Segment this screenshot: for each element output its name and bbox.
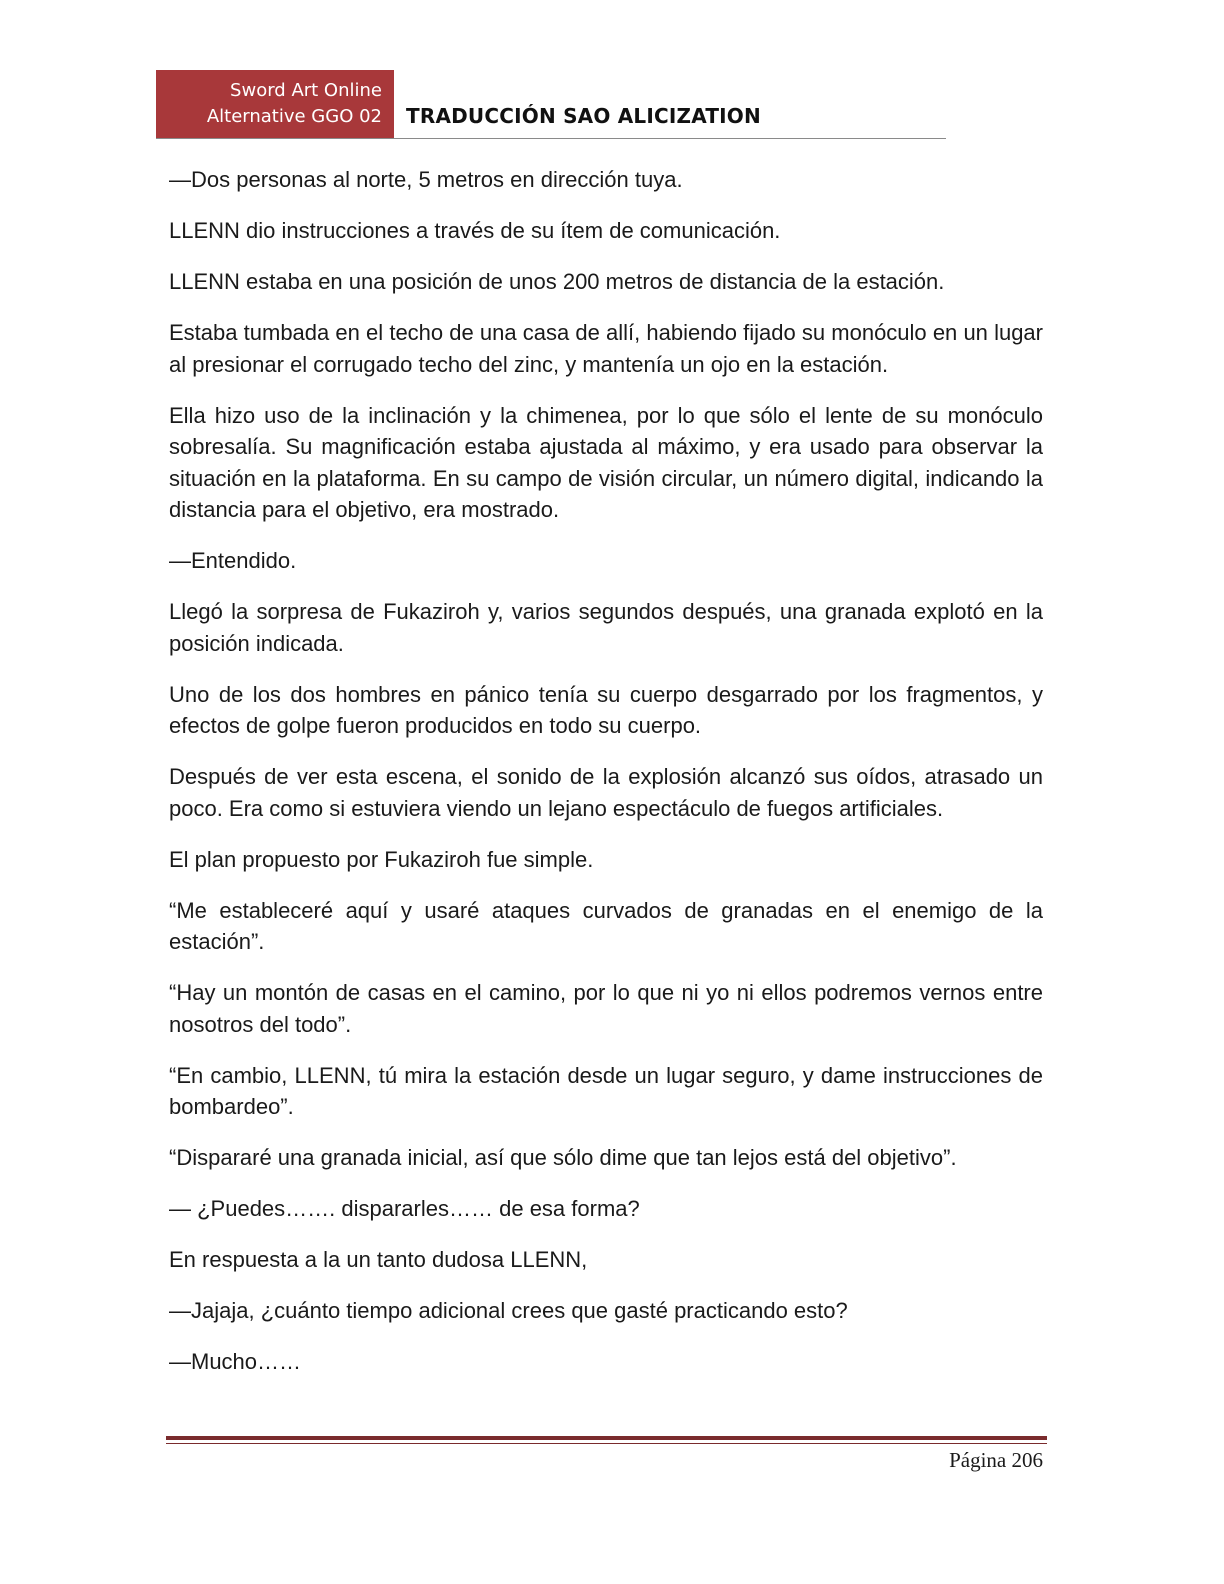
paragraph: —Entendido.: [169, 548, 297, 573]
page-header: [156, 70, 946, 139]
paragraph: Después de ver esta escena, el sonido de la explosión alcanzó sus oídos, atrasado un poco. Era como si estuviera viendo un lejano espectáculo de fuegos artificiales.: [169, 764, 1043, 821]
paragraph: El plan propuesto por Fukaziroh fue simple.: [169, 846, 594, 872]
translation-group-title: TRADUCCIÓN SAO ALICIZATION: [406, 104, 761, 128]
page-number: Página 206: [949, 1448, 1043, 1472]
paragraph: “Dispararé una granada inicial, así que sólo dime que tan lejos está del objetivo”.: [169, 1145, 957, 1170]
paragraph: LLENN estaba en una posición de unos 200 metros de distancia de la estación.: [169, 269, 945, 294]
paragraph: “Me estableceré aquí y usaré ataques curvados de granadas en el enemigo de la estación”.: [169, 897, 1043, 954]
paragraph: “En cambio, LLENN, tú mira la estación desde un lugar seguro, y dame instrucciones de bombardeo”.: [169, 1062, 1043, 1119]
paragraph: —Jajaja, ¿cuánto tiempo adicional crees que gasté practicando esto?: [169, 1298, 848, 1323]
paragraph: LLENN dio instrucciones a través de su ítem de comunicación.: [169, 218, 781, 243]
body-text: [169, 164, 1043, 1397]
book-title-badge: [156, 70, 394, 138]
book-title-line1: Sword Art Online: [230, 80, 382, 101]
paragraph: Estaba tumbada en el techo de una casa de allí, habiendo fijado su monóculo en un lugar al presionar el corrugado techo del zinc, y mantenía un ojo en la estación.: [169, 320, 1043, 377]
footer-divider-thin: [166, 1443, 1047, 1444]
paragraph: Uno de los dos hombres en pánico tenía su cuerpo desgarrado por los fragmentos, y efectos de golpe fueron producidos en todo su cuerpo.: [169, 681, 1043, 738]
paragraph: “Hay un montón de casas en el camino, por lo que ni yo ni ellos podremos vernos entre nosotros del todo”.: [169, 980, 1043, 1037]
footer-divider-thick: [166, 1436, 1047, 1440]
paragraph: En respuesta a la un tanto dudosa LLENN,: [169, 1247, 588, 1272]
book-title-line2: Alternative GGO 02: [206, 106, 382, 127]
paragraph: Ella hizo uso de la inclinación y la chimenea, por lo que sólo el lente de su monóculo sobresalía. Su magnificación estaba ajustada al máximo, y era usado para observar la situación en la plataforma. En su campo de visión circular, un número digital, indicando la distancia para el objetivo, era mostrado.: [169, 402, 1043, 522]
paragraph: —Mucho……: [169, 1349, 302, 1374]
paragraph: Llegó la sorpresa de Fukaziroh y, varios segundos después, una granada explotó en la posición indicada.: [169, 599, 1043, 656]
paragraph: —Dos personas al norte, 5 metros en dirección tuya.: [169, 167, 683, 192]
paragraph: — ¿Puedes……. dispararles…… de esa forma?: [169, 1196, 640, 1221]
